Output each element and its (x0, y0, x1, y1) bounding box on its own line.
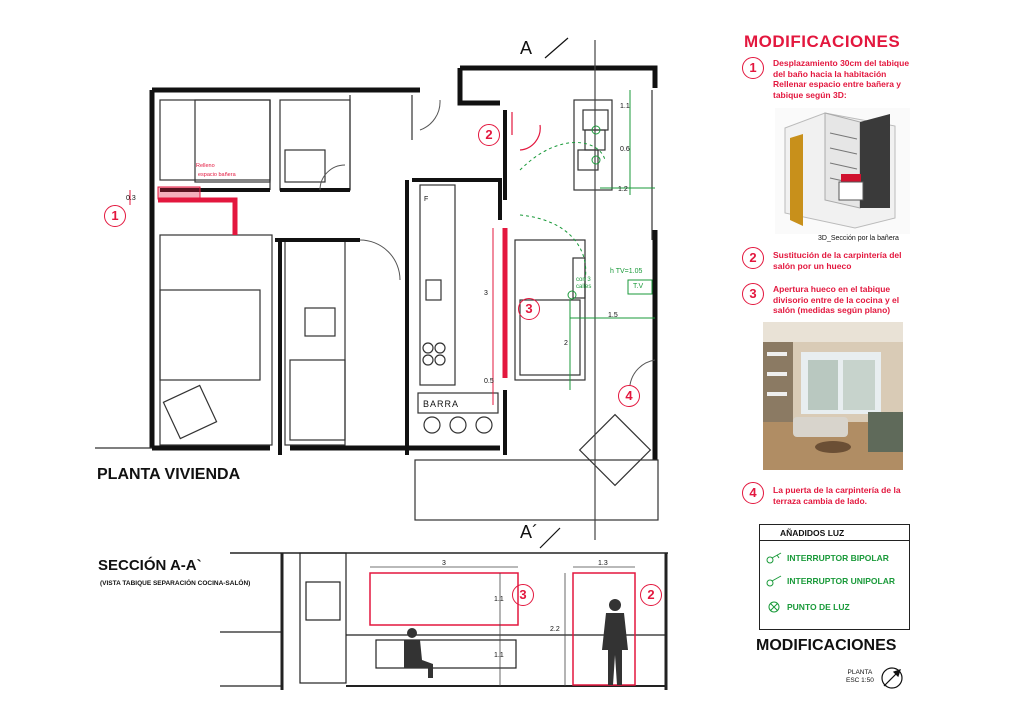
plan-walls (152, 68, 655, 460)
section-title: SECCIÓN A-A` (98, 557, 202, 574)
scale-label (846, 669, 874, 685)
relleno-line: espacio (198, 172, 217, 178)
switch-unipolar-icon (765, 574, 785, 588)
tv-label: T.V (633, 283, 644, 290)
fridge-label: F (424, 196, 429, 203)
modification-badge-1: 1 (742, 57, 764, 79)
dim-1-5: 1.5 (608, 312, 618, 319)
modification-badge-3: 3 (742, 283, 764, 305)
con-3-calles-label (576, 277, 591, 291)
modification-1-line: Desplazamiento 30cm del tabique (773, 58, 910, 68)
modification-2-line: Sustitución de la carpintería del (773, 250, 902, 260)
photo-caption: 3D_Sección por la bañera (818, 235, 899, 242)
modification-1-line: tabique según 3D: (773, 89, 847, 100)
modification-badge-2: 2 (742, 247, 764, 269)
section-marker-bottom: A´ (520, 522, 538, 542)
modification-4-line: terraza cambia de lado. (773, 495, 868, 506)
relleno-label (196, 163, 215, 170)
plan-thin-lines (95, 40, 658, 540)
human-figure-standing-icon (602, 599, 628, 685)
bathtub-3d-section-image (775, 108, 910, 234)
dim-0-5: 0.5 (484, 378, 494, 385)
modification-1-line: Rellenar espacio entre bañera y (773, 79, 902, 89)
modification-3-line: divisorio entre de la cocina y el (773, 294, 900, 305)
section-dim-3: 3 (442, 560, 446, 567)
plan-badge-3: 3 (518, 298, 540, 320)
modification-badge-4: 4 (742, 482, 764, 504)
section-badge-3: 3 (512, 584, 534, 606)
relleno-label-2 (198, 172, 236, 179)
plan-badge-4: 4 (618, 385, 640, 407)
section-dim-1-1-top: 1.1 (494, 596, 504, 603)
scale-line-1: PLANTA (847, 669, 873, 676)
plan-title: PLANTA VIVIENDA (97, 466, 241, 483)
section-marker-top: A (520, 38, 533, 58)
section-dim-1-3: 1.3 (598, 560, 608, 567)
con-3-calles-line: calles (576, 284, 592, 290)
bathtub-3d-render (775, 108, 910, 234)
legend-header: AÑADIDOS LUZ (760, 525, 909, 541)
living-room-render (763, 322, 903, 470)
section-dim-2-2: 2.2 (550, 626, 560, 633)
relleno-line: Relleno (196, 163, 215, 169)
legend-item (760, 600, 909, 614)
living-room-photo (763, 322, 903, 470)
section-badge-2: 2 (640, 584, 662, 606)
dim-1-2: 1.2 (618, 186, 628, 193)
dim-0-6: 0.6 (620, 146, 630, 153)
legend-label: INTERRUPTOR UNIPOLAR (787, 576, 895, 586)
barra-label: BARRA (423, 399, 460, 409)
lighting-legend (759, 524, 910, 630)
dim-3: 3 (484, 290, 488, 297)
section-dim-1-1-bottom: 1.1 (494, 652, 504, 659)
north-arrow-icon (882, 668, 902, 688)
legend-item (760, 551, 909, 565)
scale-line-2: ESC 1:50 (846, 677, 874, 684)
switch-bipolar-icon (765, 551, 785, 565)
dim-2: 2 (564, 340, 568, 347)
modification-1-text (773, 58, 909, 100)
modification-1-line: del baño hacia la habitación (773, 68, 887, 79)
section-subtitle: (VISTA TABIQUE SEPARACIÓN COCINA-SALÓN) (100, 580, 251, 587)
plan-badge-1: 1 (104, 205, 126, 227)
plan-badge-2: 2 (478, 124, 500, 146)
modification-3-line: Apertura hueco en el tabique (773, 284, 891, 294)
modification-3-text (773, 284, 899, 316)
dim-0-3: 0.3 (126, 195, 136, 202)
legend-item (760, 574, 909, 588)
modification-4-text (773, 485, 901, 506)
light-point-icon (765, 600, 785, 614)
modification-2-line: salón por un hueco (773, 260, 852, 271)
tv-height-label: h TV=1.05 (610, 268, 643, 275)
legend-label: PUNTO DE LUZ (787, 602, 850, 612)
modification-4-line: La puerta de la carpintería de la (773, 485, 901, 495)
dim-1-1: 1.1 (620, 103, 630, 110)
modification-2-text (773, 250, 901, 271)
modifications-title: MODIFICACIONES (744, 32, 901, 51)
legend-label: INTERRUPTOR BIPOLAR (787, 553, 889, 563)
modifications-footer-title: MODIFICACIONES (756, 637, 897, 654)
modification-3-line: salón (medidas según plano) (773, 305, 891, 315)
plan-modifications-red (130, 112, 540, 405)
relleno-line: bañera (218, 172, 236, 178)
con-3-calles-line: con 3 (576, 277, 591, 283)
section-cut-markers (540, 38, 568, 548)
